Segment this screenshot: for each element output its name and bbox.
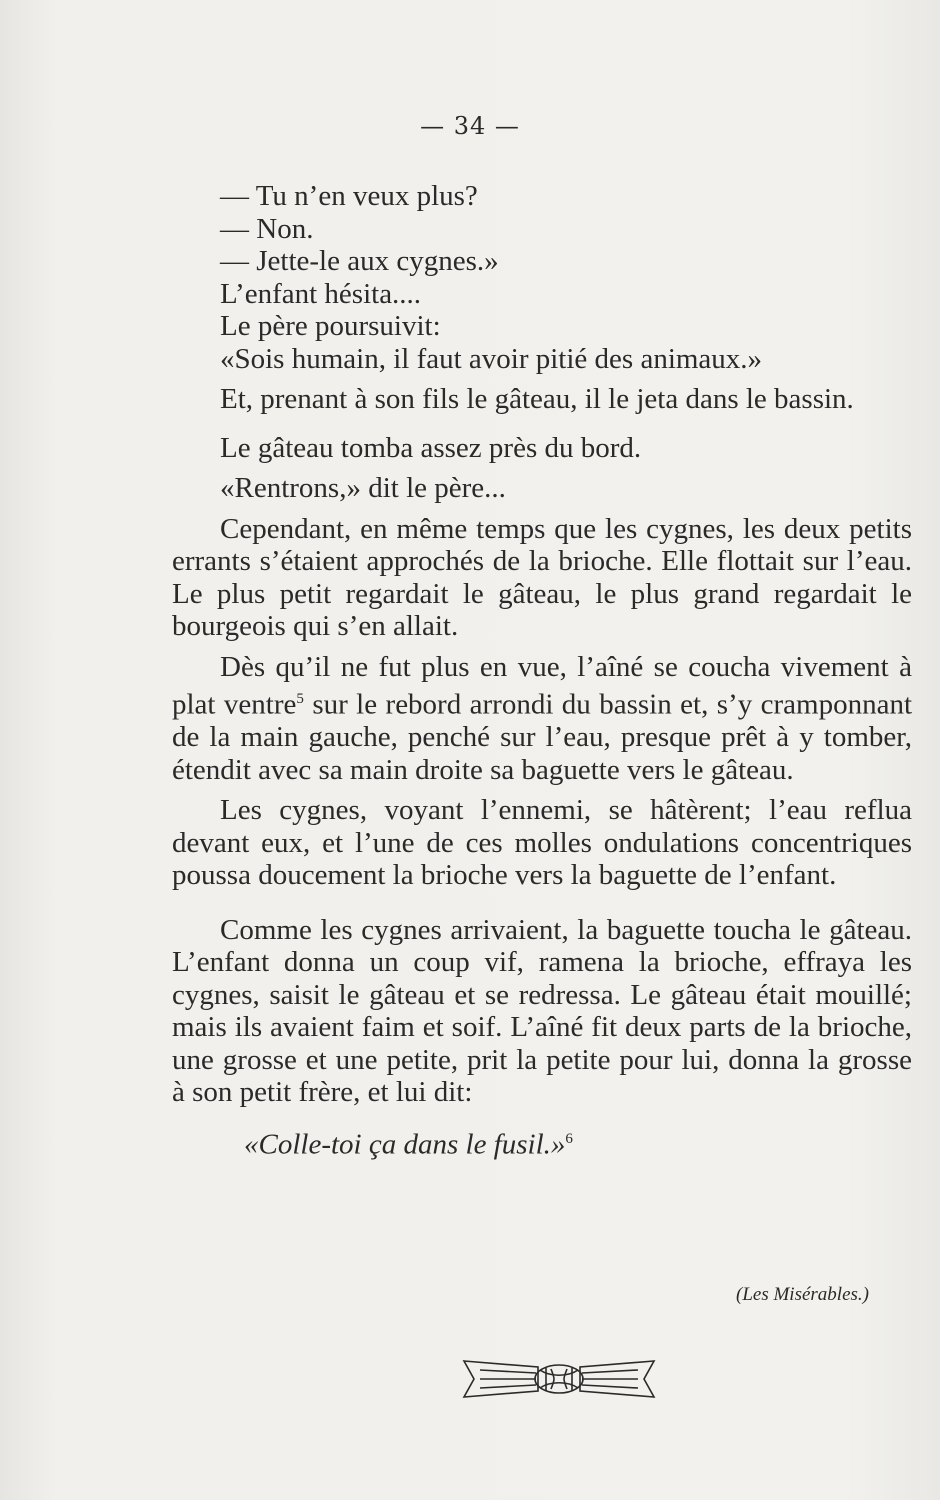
body-text (172, 180, 912, 1161)
narrative-line: Le père poursuivit: (220, 310, 441, 342)
dialogue-line: — Non. (220, 212, 314, 245)
paragraph: Et, prenant à son fils le gâteau, il le jeta dans le bassin. (220, 383, 854, 415)
paragraph: Les cygnes, voyant l’ennemi, se hâtèrent; l’eau reflua devant eux, et l’une de ces molles ondulations concentriques poussa doucement la brioche vers la baguette de l’enfant. (172, 794, 912, 892)
page-number: — 34 — (420, 112, 520, 140)
footnote-ref: 5 (296, 691, 304, 707)
paragraph: Comme les cygnes arrivaient, la baguette toucha le gâteau. L’enfant donna un coup vif, ramena la brioche, effraya les cygnes, saisit le gâteau et se redressa. Le gâteau était mouillé; mais ils avaient faim et soif. L’aîné fit deux parts de la brioche, une grosse et une petite, prit la petite pour lui, donna la grosse à son petit frère, et lui dit: (172, 913, 912, 1109)
paragraph: «Rentrons,» dit le père... (220, 472, 506, 504)
ribbon-ornament-icon (460, 1355, 658, 1403)
dialogue-line: «Sois humain, il faut avoir pitié des animaux.» (220, 342, 763, 375)
narrative-line: L’enfant hésita.... (220, 277, 422, 310)
footnote-ref: 6 (565, 1130, 573, 1147)
paragraph (172, 651, 912, 787)
paragraph: Cependant, en même temps que les cygnes, les deux petits errants s’étaient approchés de la brioche. Elle flottait sur l’eau. Le plus petit regardait le gâteau, le plus grand regardait le bourgeois qui s’en allait. (172, 512, 912, 642)
closing-quote (172, 1123, 912, 1161)
dialogue-line: — Tu n’en veux plus? (220, 180, 478, 212)
paragraph: Le gâteau tomba assez près du bord. (220, 431, 642, 464)
paragraph-start: Dès qu’il ne fut plus en vue, l’aîné se coucha vivement à plat ventre (172, 650, 912, 721)
dialogue-line: — Jette-le aux cygnes.» (220, 245, 499, 277)
paragraph-rest: sur le rebord arrondi du bassin et, s’y cramponnant de la main gauche, penché sur l’eau, presque prêt à y tomber, étendit avec sa main droite sa baguette vers le gâteau. (172, 688, 913, 786)
source-citation: (Les Misérables.) (736, 1284, 869, 1305)
quote-text: «Colle-toi ça dans le fusil.» (244, 1128, 566, 1161)
